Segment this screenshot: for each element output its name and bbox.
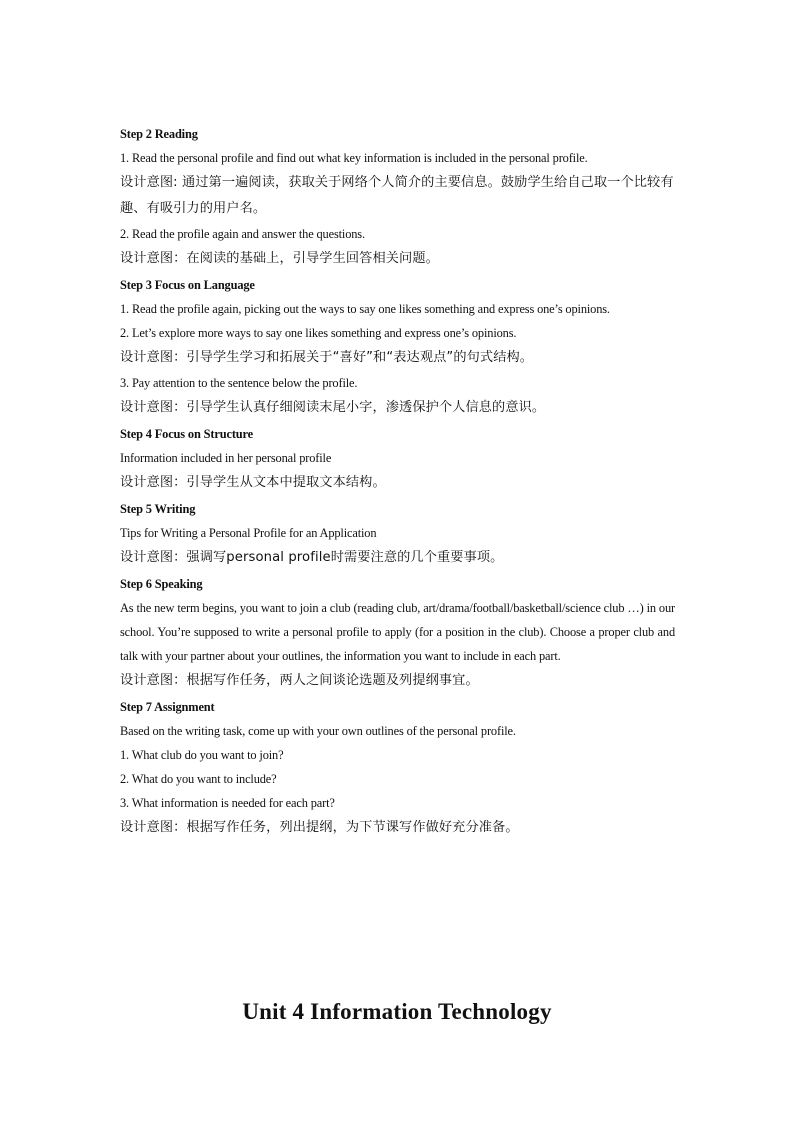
step2-line2: 2. Read the profile again and answer the questions. <box>120 227 365 241</box>
step7-question2: 2. What do you want to include? <box>120 772 277 786</box>
step7-heading: Step 7 Assignment <box>120 700 215 714</box>
step7-line1: Based on the writing task, come up with your own outlines of the personal profile. <box>120 724 516 738</box>
step2-heading: Step 2 Reading <box>120 127 198 141</box>
step4-intent1: 设计意图：引导学生从文本中提取文本结构。 <box>120 475 386 490</box>
step2-intent1: 设计意图: 通过第一遍阅读，获取关于网络个人简介的主要信息。鼓励学生给自己取一个比较有趣、有吸引力的用户名。 <box>120 175 674 216</box>
step3-line2: 2. Let’s explore more ways to say one likes something and express one’s opinions. <box>120 326 517 340</box>
step7-intent1: 设计意图：根据写作任务，列出提纲，为下节课写作做好充分准备。 <box>120 820 519 835</box>
step7-question3: 3. What information is needed for each part? <box>120 796 335 810</box>
step3-line1: 1. Read the profile again, picking out the ways to say one likes something and express one’s opinions. <box>120 302 610 316</box>
step6-paragraph: As the new term begins, you want to join a club (reading club, art/drama/football/basketball/science club …) in our school. You’re supposed to write a personal profile to apply (for a position in the club). Choose a proper club and talk with your partner about your outlines, the information you want to include in each part. <box>120 601 675 663</box>
step5-intent1: 设计意图：强调写personal profile时需要注意的几个重要事项。 <box>120 550 504 565</box>
step3-intent2: 设计意图：引导学生认真仔细阅读末尾小字，渗透保护个人信息的意识。 <box>120 400 546 415</box>
step7-question1: 1. What club do you want to join? <box>120 748 284 762</box>
step4-line1: Information included in her personal profile <box>120 451 332 465</box>
step2-intent2: 设计意图：在阅读的基础上，引导学生回答相关问题。 <box>120 251 439 266</box>
step4-heading: Step 4 Focus on Structure <box>120 427 254 441</box>
step2-line1: 1. Read the personal profile and find out what key information is included in the personal profile. <box>120 151 588 165</box>
lesson-plan-body <box>120 121 675 841</box>
step5-line1: Tips for Writing a Personal Profile for an Application <box>120 526 377 540</box>
step3-line3: 3. Pay attention to the sentence below the profile. <box>120 376 358 390</box>
unit-title: Unit 4 Information Technology <box>242 999 552 1024</box>
step5-heading: Step 5 Writing <box>120 502 196 516</box>
step3-heading: Step 3 Focus on Language <box>120 278 255 292</box>
step3-intent1: 设计意图：引导学生学习和拓展关于“喜好”和“表达观点”的句式结构。 <box>120 350 534 365</box>
step6-heading: Step 6 Speaking <box>120 577 203 591</box>
step6-intent1: 设计意图：根据写作任务，两人之间谈论选题及列提纲事宜。 <box>120 673 479 688</box>
